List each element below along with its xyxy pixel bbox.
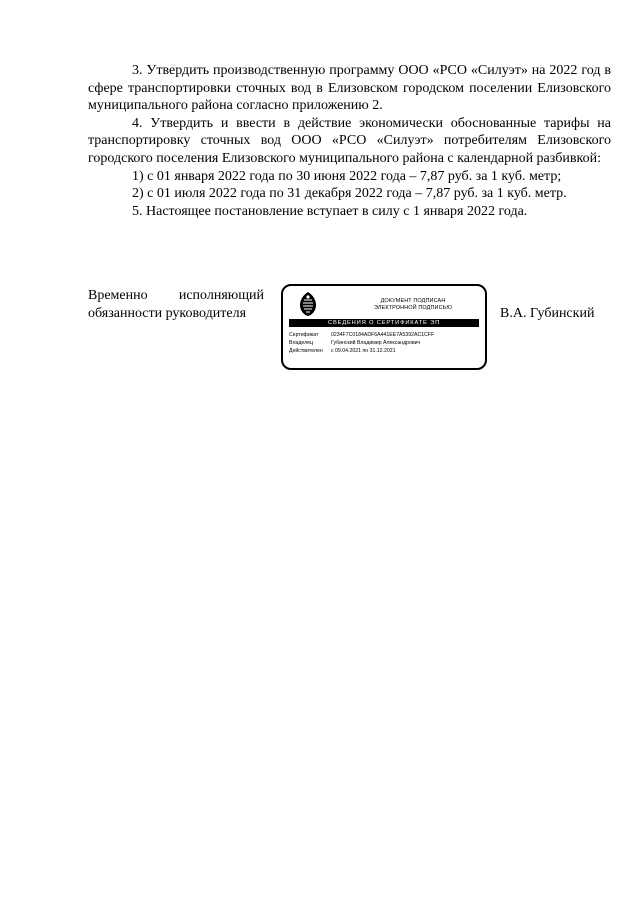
stamp-certificate-bar: СВЕДЕНИЯ О СЕРТИФИКАТЕ ЭП [289, 319, 479, 327]
stamp-owner-row [289, 340, 420, 346]
owner-label: Владелец [289, 340, 313, 346]
stamp-header-line-1: ДОКУМЕНТ ПОДПИСАН [380, 298, 446, 304]
stamp-validity-row [289, 348, 396, 354]
position-line-2: обязанности руководителя [88, 305, 247, 321]
tariff-item-1: 1) с 01 января 2022 года по 30 июня 2022 года – 7,87 руб. за 1 куб. метр; [132, 168, 562, 184]
paragraph-5: 5. Настоящее постановление вступает в силу с 1 января 2022 года. [132, 203, 528, 219]
position-line-1: Временно исполняющий [88, 288, 264, 303]
owner-value: Губинский Владимир Александрович [331, 340, 421, 346]
tariff-item-2: 2) с 01 июля 2022 года по 31 декабря 2022 года – 7,87 руб. за 1 куб. метр. [132, 186, 567, 202]
certificate-label: Сертификат [289, 332, 319, 338]
signatory-position [88, 287, 264, 322]
signatory-name: В.А. Губинский [500, 306, 595, 321]
stamp-header [343, 298, 483, 311]
electronic-signature-stamp [281, 284, 487, 370]
stamp-header-line-2: ЭЛЕКТРОННОЙ ПОДПИСЬЮ [373, 304, 453, 311]
validity-value: с 09.04.2021 по 31.12.2021 [331, 348, 396, 354]
coat-of-arms-icon [297, 291, 319, 317]
stamp-certificate-row [289, 332, 434, 338]
paragraph-4: 4. Утвердить и ввести в действие экономически обоснованные тарифы на транспортировку сточных вод ООО «РСО «Силуэт» потребителям Елизовского городского поселения Елизовского муниципального района с календарной разбивкой: [88, 115, 611, 166]
paragraph-3: 3. Утвердить производственную программу ООО «РСО «Силуэт» на 2022 год в сфере транспортировки сточных вод в Елизовском городском поселении Елизовского муниципального района согласно приложению 2. [88, 63, 611, 114]
document-body [88, 62, 611, 220]
validity-label: Действителен [289, 348, 323, 354]
certificate-value: 0234F7C0184ADF6A441EE7A5392AC1CFF [331, 332, 435, 338]
